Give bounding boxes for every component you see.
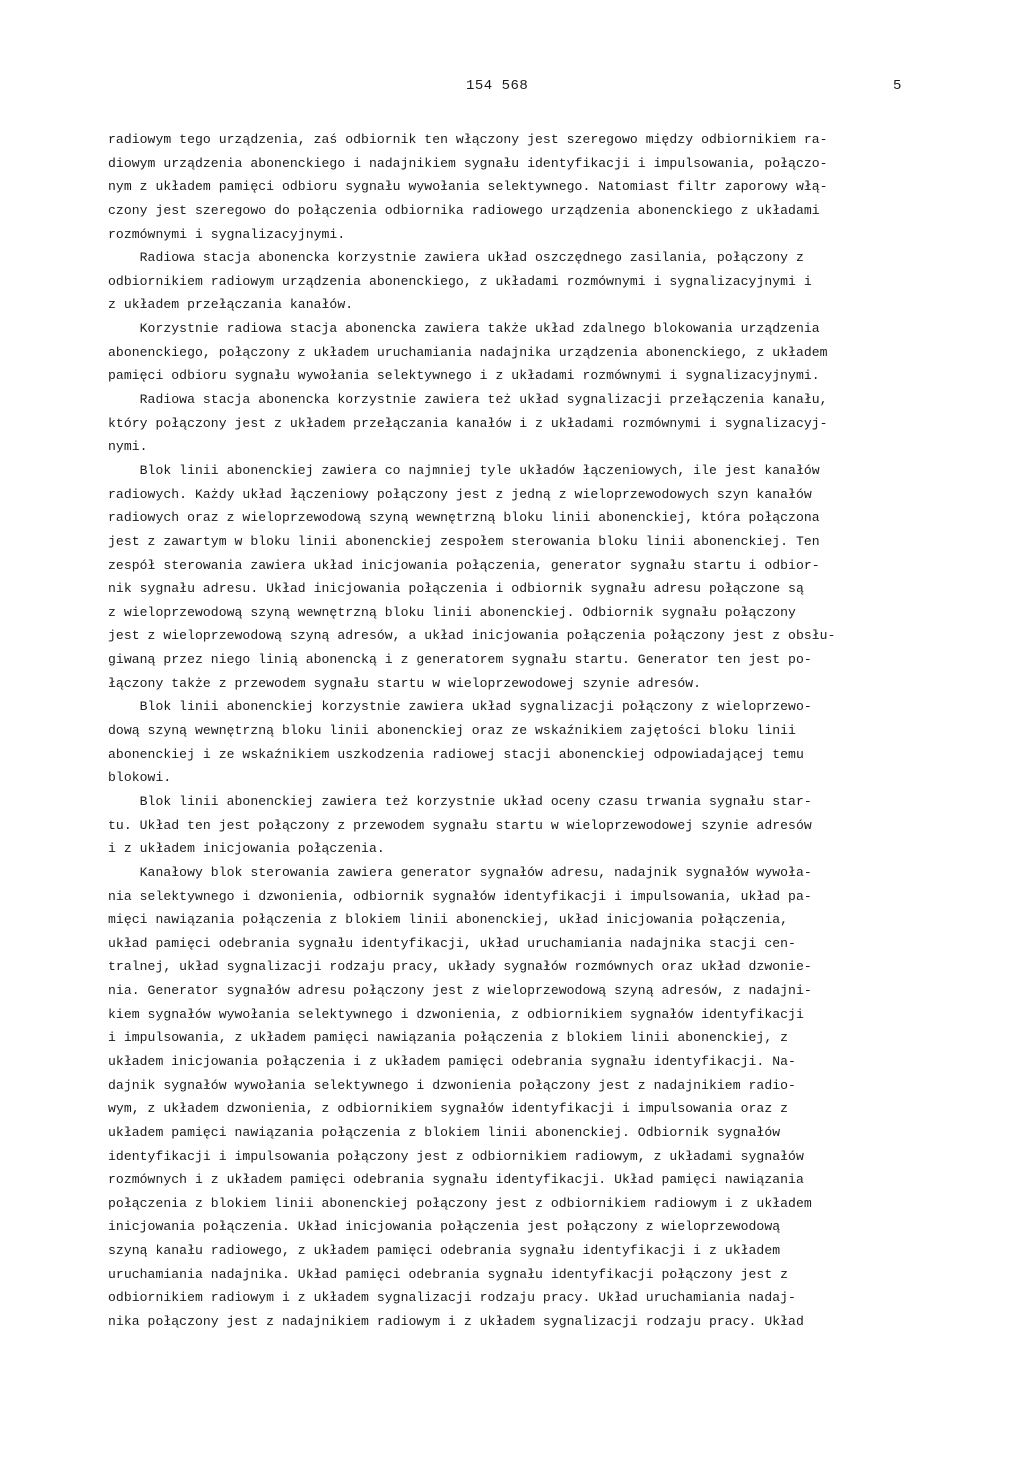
- text-line: nika połączony jest z nadajnikiem radiowym i z układem sygnalizacji rodzaju pracy. Układ: [108, 1314, 804, 1330]
- text-line: uruchamiania nadajnika. Układ pamięci odebrania sygnału identyfikacji połączony jest z: [108, 1266, 789, 1282]
- text-line: giwaną przez niego linią abonencką i z generatorem sygnału startu. Generator ten jest po-: [108, 652, 812, 668]
- text-line: Blok linii abonenckiej korzystnie zawiera układ sygnalizacji połączony z wieloprzewo-: [108, 699, 812, 715]
- text-line: nymi.: [108, 439, 148, 455]
- text-line: z wieloprzewodową szyną wewnętrzną bloku linii abonenckiej. Odbiornik sygnału połączony: [108, 604, 796, 620]
- text-line: i z układem inicjowania połączenia.: [108, 841, 385, 857]
- text-line: z układem przełączania kanałów.: [108, 297, 354, 313]
- text-line: tu. Układ ten jest połączony z przewodem sygnału startu w wieloprzewodowej szynie adresów: [108, 817, 812, 833]
- text-line: i impulsowania, z układem pamięci nawiązania połączenia z blokiem linii abonenckiej, z: [108, 1030, 789, 1046]
- text-line: inicjowania połączenia. Układ inicjowania połączenia jest połączony z wieloprzewodową: [108, 1219, 781, 1235]
- text-line: tralnej, układ sygnalizacji rodzaju pracy, układy sygnałów rozmównych oraz układ dzwonie-: [108, 959, 812, 975]
- text-line: jest z wieloprzewodową szyną adresów, a układ inicjowania połączenia połączony jest z obsłu-: [108, 628, 836, 644]
- text-line: Kanałowy blok sterowania zawiera generator sygnałów adresu, nadajnik sygnałów wywoła-: [108, 864, 812, 880]
- text-line: odbiornikiem radiowym urządzenia abonenckiego, z układami rozmównymi i sygnalizacyjnymi i: [108, 273, 812, 289]
- patent-number: 154 568: [466, 78, 529, 94]
- text-line: dową szyną wewnętrzną bloku linii abonenckiej oraz ze wskaźnikiem zajętości bloku linii: [108, 723, 796, 739]
- text-line: pamięci odbioru sygnału wywołania selektywnego i z układami rozmównymi i sygnalizacyjnymi.: [108, 368, 820, 384]
- text-line: jest z zawartym w bloku linii abonenckiej zespołem sterowania bloku linii abonenckiej. Ten: [108, 533, 820, 549]
- text-line: czony jest szeregowo do połączenia odbiornika radiowego urządzenia abonenckiego z układami: [108, 202, 820, 218]
- text-line: połączenia z blokiem linii abonenckiej połączony jest z odbiornikiem radiowym i z układem: [108, 1195, 812, 1211]
- text-line: szyną kanału radiowego, z układem pamięci odebrania sygnału identyfikacji i z układem: [108, 1243, 781, 1259]
- text-line: zespół sterowania zawiera układ inicjowania połączenia, generator sygnału startu i odbior-: [108, 557, 820, 573]
- text-line: nia. Generator sygnałów adresu połączony jest z wieloprzewodową szyną adresów, z nadajni-: [108, 983, 812, 999]
- text-line: blokowi.: [108, 770, 172, 786]
- text-line: diowym urządzenia abonenckiego i nadajnikiem sygnału identyfikacji i impulsowania, połączo-: [108, 155, 828, 171]
- text-line: układem inicjowania połączenia i z układem pamięci odebrania sygnału identyfikacji. Na-: [108, 1053, 796, 1069]
- page-header: [0, 78, 1024, 98]
- page-number: 5: [893, 78, 902, 94]
- text-line: łączony także z przewodem sygnału startu w wieloprzewodowej szynie adresów.: [108, 675, 702, 691]
- text-line: abonenckiego, połączony z układem uruchamiania nadajnika urządzenia abonenckiego, z układem: [108, 344, 828, 360]
- text-line: Korzystnie radiowa stacja abonencka zawiera także układ zdalnego blokowania urządzenia: [108, 321, 820, 337]
- text-line: rozmównych i z układem pamięci odebrania sygnału identyfikacji. Układ pamięci nawiązania: [108, 1172, 804, 1188]
- text-line: układem pamięci nawiązania połączenia z blokiem linii abonenckiej. Odbiornik sygnałów: [108, 1124, 781, 1140]
- text-line: Radiowa stacja abonencka korzystnie zawiera też układ sygnalizacji przełączenia kanału,: [108, 392, 828, 408]
- text-line: radiowym tego urządzenia, zaś odbiornik ten włączony jest szeregowo między odbiornikiem ra-: [108, 132, 828, 147]
- text-line: Blok linii abonenckiej zawiera też korzystnie układ oceny czasu trwania sygnału star-: [108, 793, 812, 809]
- text-line: nik sygnału adresu. Układ inicjowania połączenia i odbiornik sygnału adresu połączone są: [108, 581, 804, 597]
- text-line: identyfikacji i impulsowania połączony jest z odbiornikiem radiowym, z układami sygnałów: [108, 1148, 804, 1164]
- text-line: odbiornikiem radiowym i z układem sygnalizacji rodzaju pracy. Układ uruchamiania nadaj-: [108, 1290, 796, 1306]
- text-line: Radiowa stacja abonencka korzystnie zawiera układ oszczędnego zasilania, połączony z: [108, 250, 804, 266]
- text-line: rozmównymi i sygnalizacyjnymi.: [108, 226, 346, 242]
- text-line: mięci nawiązania połączenia z blokiem linii abonenckiej, układ inicjowania połączenia,: [108, 912, 789, 928]
- text-line: Blok linii abonenckiej zawiera co najmniej tyle układów łączeniowych, ile jest kanałów: [108, 462, 820, 478]
- text-line: kiem sygnałów wywołania selektywnego i dzwonienia, z odbiornikiem sygnałów identyfikacji: [108, 1006, 804, 1022]
- text-line: radiowych. Każdy układ łączeniowy połączony jest z jedną z wieloprzewodowych szyn kanałów: [108, 486, 812, 502]
- text-line: nia selektywnego i dzwonienia, odbiornik sygnałów identyfikacji i impulsowania, układ pa-: [108, 888, 812, 904]
- body-text: [108, 128, 916, 1334]
- text-line: układ pamięci odebrania sygnału identyfikacji, układ uruchamiania nadajnika stacji cen-: [108, 935, 796, 951]
- text-line: abonenckiej i ze wskaźnikiem uszkodzenia radiowej stacji abonenckiej odpowiadającej temu: [108, 746, 804, 762]
- text-line: nym z układem pamięci odbioru sygnału wywołania selektywnego. Natomiast filtr zaporowy włą-: [108, 179, 828, 195]
- text-line: który połączony jest z układem przełączania kanałów i z układami rozmównymi i sygnalizacyj-: [108, 415, 828, 431]
- text-line: dajnik sygnałów wywołania selektywnego i dzwonienia połączony jest z nadajnikiem radio-: [108, 1077, 796, 1093]
- text-line: wym, z układem dzwonienia, z odbiornikiem sygnałów identyfikacji i impulsowania oraz z: [108, 1101, 789, 1117]
- text-line: radiowych oraz z wieloprzewodową szyną wewnętrzną bloku linii abonenckiej, która połączona: [108, 510, 820, 526]
